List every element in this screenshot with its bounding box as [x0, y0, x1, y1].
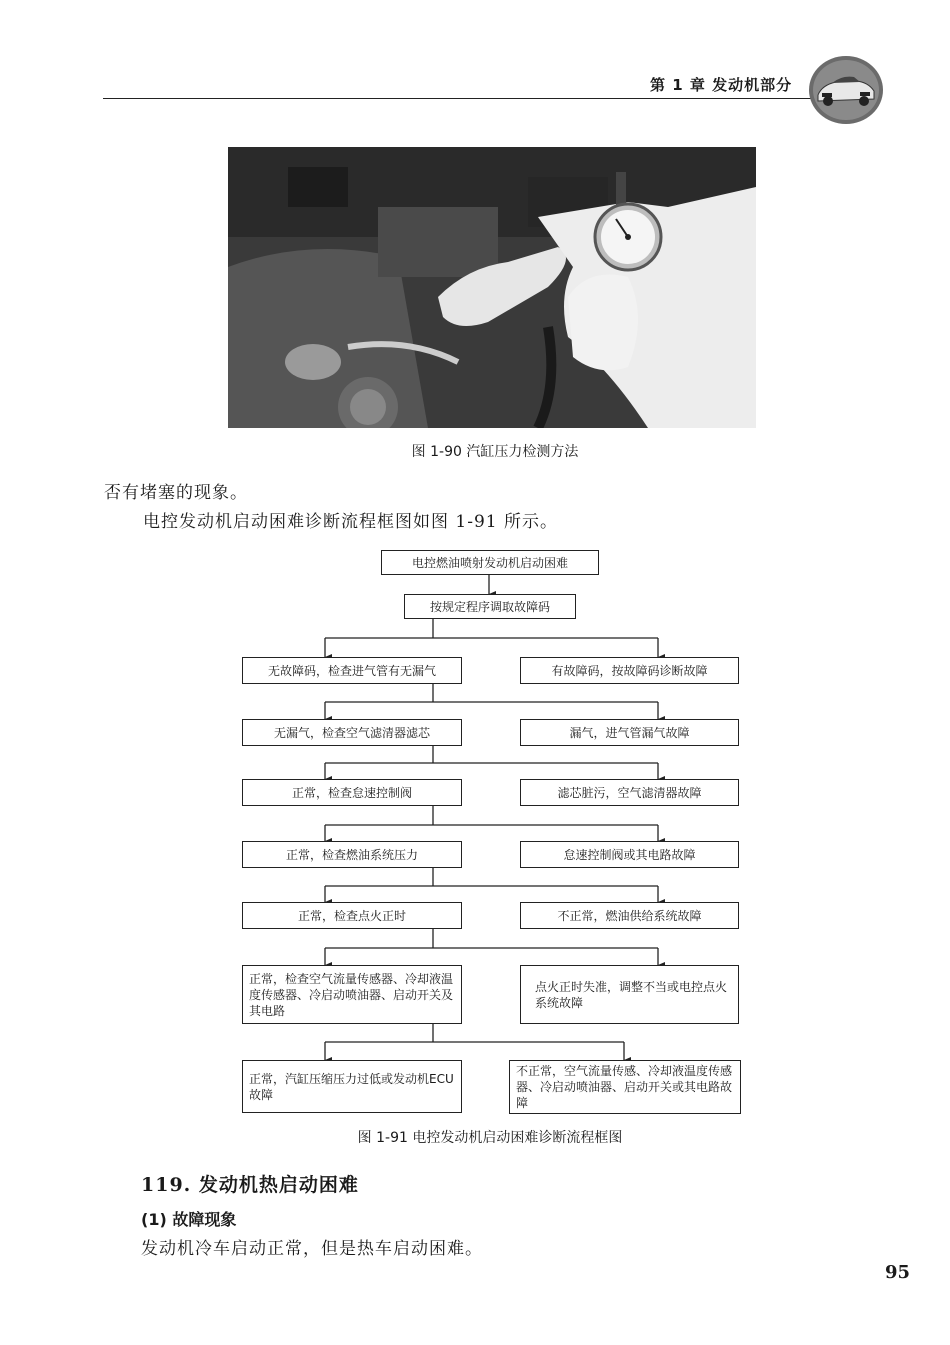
paragraph-symptom: 发动机冷车启动正常，但是热车启动困难。 — [141, 1239, 483, 1259]
flow-left-3-box: 正常，检查怠速控制阀 — [242, 779, 462, 806]
chapter-header: 第 1 章 发动机部分 — [650, 76, 793, 94]
paragraph-continuation: 否有堵塞的现象。 — [104, 483, 248, 503]
flow-right-2-box: 漏气，进气管漏气故障 — [520, 719, 739, 746]
section-heading: 119. 发动机热启动困难 — [141, 1174, 359, 1196]
flow-left-7-box: 正常，汽缸压缩压力过低或发动机ECU故障 — [242, 1060, 462, 1113]
flow-right-3-box: 滤芯脏污，空气滤清器故障 — [520, 779, 739, 806]
figure-1-90-caption: 图 1-90 汽缸压力检测方法 — [411, 444, 579, 460]
flow-left-4-box: 正常，检查燃油系统压力 — [242, 841, 462, 868]
flow-left-1-box: 无故障码，检查进气管有无漏气 — [242, 657, 462, 684]
figure-1-91-caption: 图 1-91 电控发动机启动困难诊断流程框图 — [357, 1130, 623, 1146]
flow-step1-box: 按规定程序调取故障码 — [404, 594, 576, 619]
flow-right-6-box: 点火正时失准，调整不当或电控点火系统故障 — [520, 965, 739, 1024]
flow-right-4-box: 怠速控制阀或其电路故障 — [520, 841, 739, 868]
flow-right-5-box: 不正常，燃油供给系统故障 — [520, 902, 739, 929]
flow-left-5-box: 正常，检查点火正时 — [242, 902, 462, 929]
flow-root-box: 电控燃油喷射发动机启动困难 — [381, 550, 599, 575]
paragraph-flowchart-intro: 电控发动机启动困难诊断流程框图如图 1-91 所示。 — [143, 512, 558, 532]
flow-left-2-box: 无漏气，检查空气滤清器滤芯 — [242, 719, 462, 746]
flow-left-6-box: 正常，检查空气流量传感器、冷却液温度传感器、冷启动喷油器、启动开关及其电路 — [242, 965, 462, 1024]
flow-right-1-box: 有故障码，按故障码诊断故障 — [520, 657, 739, 684]
flow-right-7-box: 不正常，空气流量传感、冷却液温度传感器、冷启动喷油器、启动开关或其电路故障 — [509, 1060, 741, 1114]
sub-heading: (1) 故障现象 — [141, 1210, 237, 1229]
page-number: 95 — [885, 1262, 911, 1283]
